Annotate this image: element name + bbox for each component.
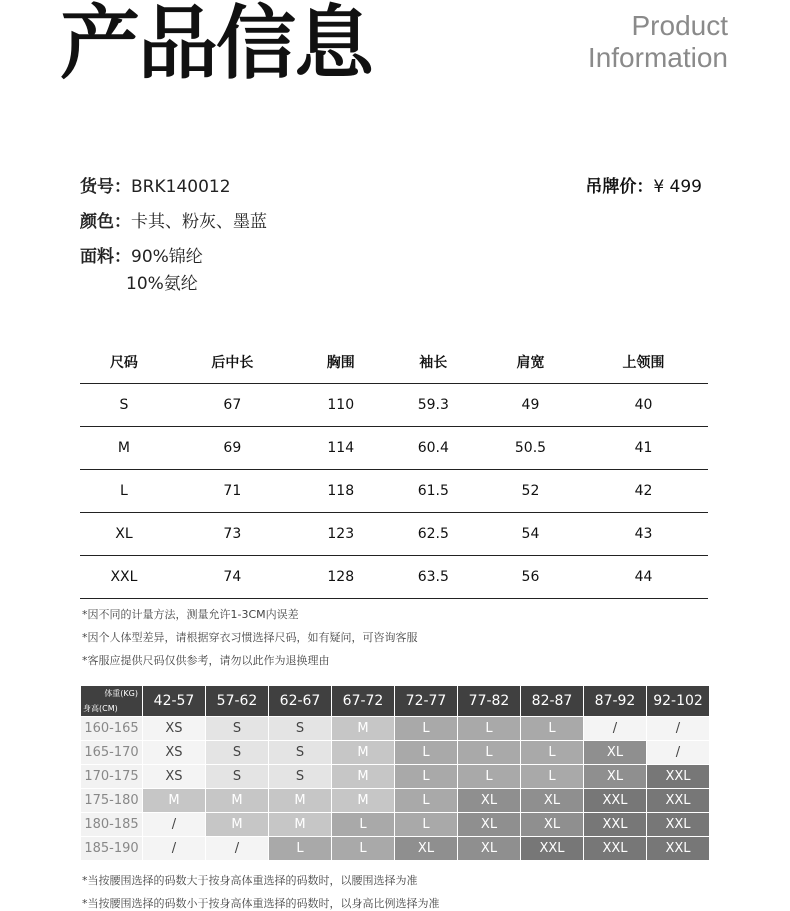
height-axis-label: 身高(CM) xyxy=(83,704,118,713)
size-cell: 62.5 xyxy=(385,513,482,556)
grid-size-cell: S xyxy=(269,741,332,765)
weight-axis-label: 体重(KG) xyxy=(104,689,138,698)
item-number-value: BRK140012 xyxy=(131,177,231,197)
grid-size-cell: XXL xyxy=(647,789,710,813)
size-table-row xyxy=(80,556,708,599)
grid-size-cell: / xyxy=(143,813,206,837)
grid-size-cell: XS xyxy=(143,741,206,765)
size-cell: 40 xyxy=(579,384,708,427)
size-cell: 74 xyxy=(168,556,297,599)
weight-header-cell: 87-92 xyxy=(584,686,647,717)
grid-size-cell: XL xyxy=(395,837,458,861)
size-cell: 123 xyxy=(297,513,385,556)
grid-row xyxy=(81,741,710,765)
size-cell: XL xyxy=(80,513,168,556)
grid-size-cell: / xyxy=(647,717,710,741)
grid-size-cell: XXL xyxy=(647,813,710,837)
grid-size-cell: M xyxy=(206,813,269,837)
size-table-row xyxy=(80,427,708,470)
grid-size-cell: S xyxy=(269,765,332,789)
price-row xyxy=(585,172,702,197)
grid-size-cell: M xyxy=(206,789,269,813)
grid-size-cell: XS xyxy=(143,717,206,741)
size-cell: 54 xyxy=(482,513,579,556)
size-cell: 61.5 xyxy=(385,470,482,513)
grid-size-cell: XXL xyxy=(647,765,710,789)
color-label: 颜色： xyxy=(80,212,131,232)
grid-size-cell: XL xyxy=(584,765,647,789)
size-cell: 50.5 xyxy=(482,427,579,470)
fabric-row-2 xyxy=(126,269,198,294)
size-col-header: 尺码 xyxy=(80,341,168,384)
grid-size-cell: L xyxy=(395,741,458,765)
weight-header-cell: 82-87 xyxy=(521,686,584,717)
grid-size-cell: XXL xyxy=(584,837,647,861)
grid-size-cell: XL xyxy=(458,813,521,837)
size-cell: 71 xyxy=(168,470,297,513)
size-cell: M xyxy=(80,427,168,470)
grid-size-cell: L xyxy=(269,837,332,861)
size-cell: 73 xyxy=(168,513,297,556)
grid-size-cell: L xyxy=(458,765,521,789)
fabric-label: 面料： xyxy=(80,247,131,267)
weight-header-cell: 72-77 xyxy=(395,686,458,717)
size-table xyxy=(80,341,708,599)
size-cell: 67 xyxy=(168,384,297,427)
size-cell: 114 xyxy=(297,427,385,470)
color-value: 卡其、粉灰、墨蓝 xyxy=(131,212,267,232)
grid-size-cell: S xyxy=(269,717,332,741)
grid-size-cell: S xyxy=(206,741,269,765)
grid-size-cell: L xyxy=(521,765,584,789)
size-table-header xyxy=(80,341,708,384)
size-cell: XXL xyxy=(80,556,168,599)
grid-size-cell: XL xyxy=(584,741,647,765)
size-cell: S xyxy=(80,384,168,427)
item-number-row xyxy=(80,172,231,197)
grid-size-cell: L xyxy=(395,717,458,741)
grid-size-cell: M xyxy=(143,789,206,813)
grid-size-cell: / xyxy=(143,837,206,861)
grid-row xyxy=(81,765,710,789)
grid-corner-cell xyxy=(81,686,143,717)
size-table-row xyxy=(80,384,708,427)
grid-size-cell: XXL xyxy=(647,837,710,861)
title-en-line2: Information xyxy=(587,42,728,73)
height-label-cell: 160-165 xyxy=(81,717,143,741)
grid-size-cell: M xyxy=(332,717,395,741)
size-recommendation-grid xyxy=(80,685,710,861)
size-cell: 128 xyxy=(297,556,385,599)
height-label-cell: 175-180 xyxy=(81,789,143,813)
size-cell: 56 xyxy=(482,556,579,599)
grid-size-cell: M xyxy=(269,813,332,837)
color-row xyxy=(80,207,267,232)
size-col-header: 胸围 xyxy=(297,341,385,384)
grid-size-cell: XL xyxy=(521,813,584,837)
grid-size-cell: M xyxy=(332,741,395,765)
price-value: ¥ 499 xyxy=(653,177,702,197)
size-col-header: 后中长 xyxy=(168,341,297,384)
weight-header-cell: 42-57 xyxy=(143,686,206,717)
size-col-header: 肩宽 xyxy=(482,341,579,384)
weight-header-cell: 57-62 xyxy=(206,686,269,717)
size-cell: 44 xyxy=(579,556,708,599)
price-label: 吊牌价： xyxy=(585,177,654,197)
grid-size-cell: XXL xyxy=(521,837,584,861)
note-1: *因不同的计量方法，测量允许1-3CM内误差 xyxy=(82,608,299,621)
grid-size-cell: L xyxy=(395,765,458,789)
grid-size-cell: L xyxy=(395,813,458,837)
grid-size-cell: L xyxy=(458,741,521,765)
grid-size-cell: / xyxy=(206,837,269,861)
size-cell: 52 xyxy=(482,470,579,513)
size-cell: 110 xyxy=(297,384,385,427)
size-cell: 41 xyxy=(579,427,708,470)
size-col-header: 袖长 xyxy=(385,341,482,384)
grid-size-cell: XXL xyxy=(584,789,647,813)
size-cell: 43 xyxy=(579,513,708,556)
height-label-cell: 180-185 xyxy=(81,813,143,837)
size-table-row xyxy=(80,470,708,513)
grid-row xyxy=(81,789,710,813)
size-cell: 63.5 xyxy=(385,556,482,599)
size-table-row xyxy=(80,513,708,556)
page-title-en xyxy=(588,10,728,74)
grid-size-cell: M xyxy=(269,789,332,813)
grid-size-cell: / xyxy=(647,741,710,765)
grid-size-cell: L xyxy=(521,717,584,741)
grid-header-row xyxy=(81,686,710,717)
height-label-cell: 165-170 xyxy=(81,741,143,765)
weight-header-cell: 92-102 xyxy=(647,686,710,717)
size-cell: 59.3 xyxy=(385,384,482,427)
height-label-cell: 170-175 xyxy=(81,765,143,789)
note-3: *客服应提供尺码仅供参考，请勿以此作为退换理由 xyxy=(82,654,330,667)
size-cell: L xyxy=(80,470,168,513)
fabric-row xyxy=(80,242,203,267)
footnote-2: *当按腰围选择的码数小于按身高体重选择的码数时，以身高比例选择为准 xyxy=(82,897,440,910)
grid-size-cell: S xyxy=(206,717,269,741)
grid-size-cell: XS xyxy=(143,765,206,789)
grid-size-cell: L xyxy=(332,813,395,837)
title-en-line1: Product xyxy=(631,10,728,41)
height-label-cell: 185-190 xyxy=(81,837,143,861)
weight-header-cell: 77-82 xyxy=(458,686,521,717)
grid-size-cell: S xyxy=(206,765,269,789)
size-cell: 42 xyxy=(579,470,708,513)
grid-row xyxy=(81,813,710,837)
weight-header-cell: 67-72 xyxy=(332,686,395,717)
size-cell: 69 xyxy=(168,427,297,470)
grid-size-cell: M xyxy=(332,765,395,789)
size-cell: 118 xyxy=(297,470,385,513)
grid-row xyxy=(81,837,710,861)
item-number-label: 货号： xyxy=(80,177,131,197)
footnote-1: *当按腰围选择的码数大于按身高体重选择的码数时，以腰围选择为准 xyxy=(82,874,418,887)
size-col-header: 上领围 xyxy=(579,341,708,384)
grid-size-cell: L xyxy=(332,837,395,861)
grid-size-cell: L xyxy=(521,741,584,765)
grid-size-cell: / xyxy=(584,717,647,741)
grid-size-cell: XL xyxy=(458,837,521,861)
fabric-value-2: 10%氨纶 xyxy=(126,274,198,294)
grid-size-cell: M xyxy=(332,789,395,813)
note-2: *因个人体型差异，请根据穿衣习惯选择尺码，如有疑问，可咨询客服 xyxy=(82,631,418,644)
fabric-value-1: 90%锦纶 xyxy=(131,247,203,267)
grid-size-cell: L xyxy=(395,789,458,813)
weight-header-cell: 62-67 xyxy=(269,686,332,717)
size-cell: 60.4 xyxy=(385,427,482,470)
grid-size-cell: L xyxy=(458,717,521,741)
page-title: 产品信息 xyxy=(60,0,372,90)
grid-size-cell: XL xyxy=(458,789,521,813)
size-cell: 49 xyxy=(482,384,579,427)
grid-size-cell: XL xyxy=(521,789,584,813)
grid-size-cell: XXL xyxy=(584,813,647,837)
grid-row xyxy=(81,717,710,741)
